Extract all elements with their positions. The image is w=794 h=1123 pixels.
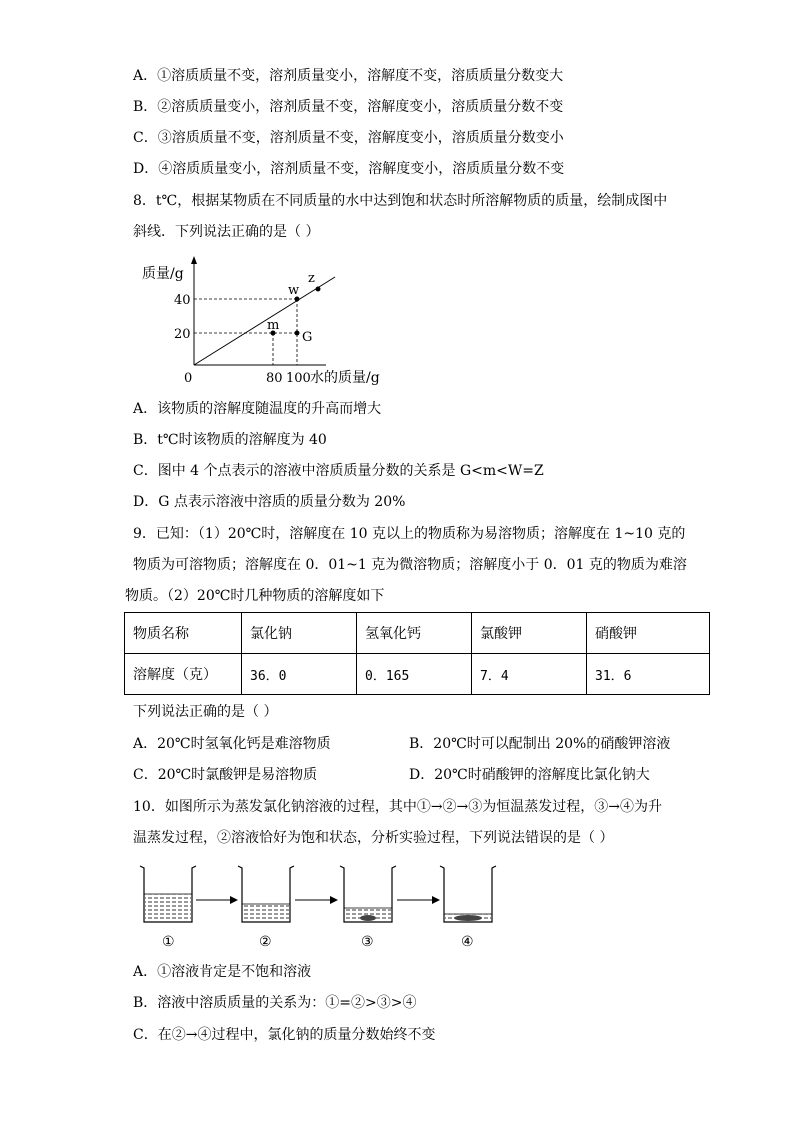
y-axis-arrow [191,256,197,264]
beaker-label-4: ④ [461,934,474,950]
table-cell: 溶解度（克） [125,654,242,695]
saturation-line [194,277,335,365]
q7-option-c: C．③溶质质量不变，溶剂质量不变，溶解度变小，溶质质量分数变小 [133,130,564,146]
solubility-table [124,612,710,695]
q8-stem-line2: 斜线．下列说法正确的是（ ） [133,224,320,240]
table-cell: 氯酸钾 [472,613,587,654]
q10-option-b: B．溶液中溶质质量的关系为：①=②>③>④ [133,995,417,1011]
q9-option-a: A．20℃时氢氧化钙是难溶物质 [133,736,331,752]
q7-option-b: B．②溶质质量变小，溶剂质量不变，溶解度变小，溶质质量分数不变 [133,99,564,115]
beaker-3 [340,866,396,922]
table-cell: 氯化钠 [242,613,357,654]
q7-option-d: D．④溶质质量变小，溶剂质量不变，溶解度变小，溶质质量分数不变 [133,161,565,177]
table-cell: 0．165 [357,654,472,695]
table-cell: 氢氧化钙 [357,613,472,654]
y-tick-40: 40 [174,293,191,308]
q9-stem-line3: 物质。（2）20℃时几种物质的溶解度如下 [125,588,385,604]
beaker-label-1: ① [162,934,175,950]
q8-option-d: D．G 点表示溶液中溶质的质量分数为 20% [133,494,406,510]
q10-stem-line1: 10．如图所示为蒸发氯化钠溶液的过程，其中①→②→③为恒温蒸发过程，③→④为升 [133,799,663,815]
q7-option-a: A．①溶质质量不变，溶剂质量变小，溶解度不变，溶质质量分数变大 [133,68,564,84]
table-cell: 物质名称 [125,613,242,654]
table-cell: 7．4 [472,654,587,695]
x-tick-100: 100 [286,371,311,386]
beaker-label-3: ③ [361,934,374,950]
q10-option-c: C．在②→④过程中，氯化钠的质量分数始终不变 [133,1027,436,1043]
beaker-label-2: ② [259,934,272,950]
table-row-values [125,654,710,695]
q10-stem-line2: 温蒸发过程，②溶液恰好为饱和状态，分析实验过程，下列说法错误的是（ ） [133,830,614,846]
q8-stem-line1: 8．t℃，根据某物质在不同质量的水中达到饱和状态时所溶解物质的质量，绘制成图中 [133,193,668,209]
table-row-header [125,613,710,654]
beaker-1 [140,866,196,922]
q9-option-c: C．20℃时氯酸钾是易溶物质 [133,767,318,783]
q9-option-b: B．20℃时可以配制出 20%的硝酸钾溶液 [409,736,671,752]
point-z [316,287,321,292]
q9-stem-line2: 物质为可溶物质；溶解度在 0．01~1 克为微溶物质；溶解度小于 0．01 克的物质为难溶 [133,557,687,573]
x-axis-label: 水的质量/g [310,370,380,386]
table-cell: 硝酸钾 [587,613,710,654]
point-G-label: G [302,330,313,345]
table-cell: 31．6 [587,654,710,695]
q8-option-c: C．图中 4 个点表示的溶液中溶质质量分数的关系是 G<m<W=Z [133,463,544,479]
q10-option-a: A．①溶液肯定是不饱和溶液 [133,964,312,980]
q9-option-d: D．20℃时硝酸钾的溶解度比氯化钠大 [409,767,650,783]
q8-option-a: A．该物质的溶解度随温度的升高而增大 [133,401,382,417]
beaker-4 [440,866,496,922]
q9-stem-line1: 9．已知：（1）20℃时，溶解度在 10 克以上的物质称为易溶物质；溶解度在 1~10 克的 [133,526,686,542]
q10-beaker-diagram [130,860,510,955]
q8-graph [130,252,390,387]
x-tick-80: 80 [266,371,283,386]
point-z-label: z [308,271,315,286]
q8-option-b: B．t℃时该物质的溶解度为 40 [133,432,327,448]
point-w-label: w [288,283,300,298]
q9-prompt: 下列说法正确的是（ ） [133,704,278,720]
point-m-label: m [267,318,280,333]
point-G [295,331,300,336]
y-tick-20: 20 [174,327,191,342]
beaker-2 [238,866,294,922]
table-cell: 36．0 [242,654,357,695]
origin-label: 0 [184,371,193,386]
y-axis-label: 质量/g [142,266,184,282]
